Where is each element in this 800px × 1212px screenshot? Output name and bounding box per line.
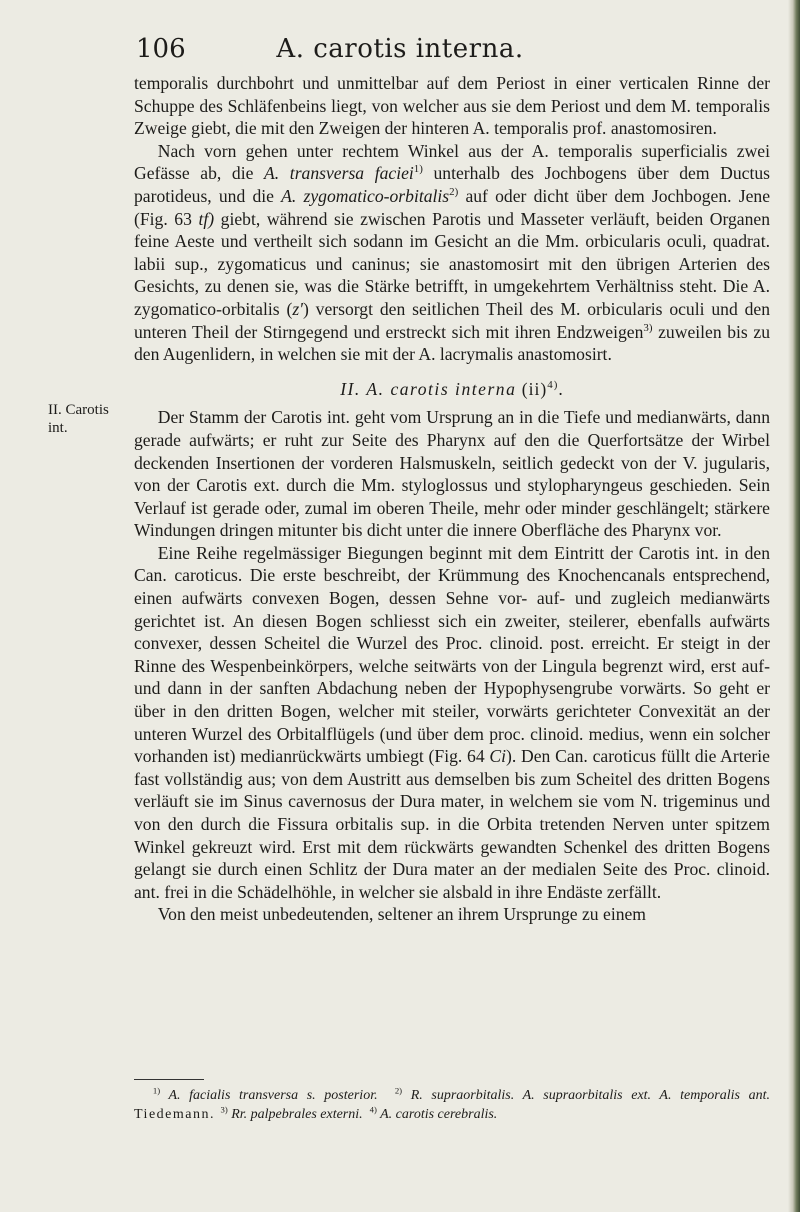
p4-italic-1: Ci <box>489 746 507 767</box>
section-heading-end: . <box>558 378 564 399</box>
footnote-rule <box>134 1079 204 1080</box>
footnote-3-mark: 3) <box>220 1104 228 1115</box>
p2-text-4: giebt, während sie zwischen Parotis und Masseter verläuft, beiden Organen feine Aeste und vertheilt sich sodann im Gesicht an die Mm. orbicularis oculi, quadrat. labii sup., zygomaticus und caninus; sie anastomosirt mit den übrigen Arterien des Gesichts, zu denen sie, was die Stärke betrifft, in umgekehrtem Verhältniss steht. Die A. zygomatico-orbitalis ( <box>134 208 770 319</box>
p2-footnote-ref-1: 1) <box>413 163 423 176</box>
margin-note-line1: II. Carotis <box>48 402 109 418</box>
p4-text-1: Eine Reihe regelmässiger Biegungen beginnt mit dem Eintritt der Carotis int. in den Can. caroticus. Die erste beschreibt, der Krümmung des Knochencanals entsprechend, einen aufwärts convexen Bogen, dessen Sehne vor- auf- und zugleich medianwärts gerichtet ist. An diesen Bogen schliesst sich ein zweiter, steilerer, ebenfalls aufwärts convexer, dessen Scheitel die Wurzel des Proc. clinoid. post. erreicht. Er steigt in der Rinne des Wespenbeinkörpers, welche seitwärts von der Lingula begrenzt wird, erst auf- und dann in der sanften Abdachung neben der Hypophysengrube vorwärts. So geht er über in den dritten Bogen, welcher mit steiler, vorwärts gerichteter Convexität an der unteren Wurzel des Orbitalflügels (und über dem proc. clinoid. medius, wenn ein solcher vorhanden ist) medianrückwärts umbiegt (Fig. 64 <box>134 542 770 767</box>
paragraph-5: Von den meist unbedeutenden, seltener an ihrem Ursprunge zu einem <box>157 904 646 925</box>
section-heading-tail: (ii) <box>516 378 548 399</box>
footnote-3-text: Rr. palpebrales externi. <box>227 1107 363 1122</box>
p2-italic-4: z' <box>292 298 303 319</box>
p4-text-2: ). Den Can. caroticus füllt die Arterie fast vollständig aus; von dem Austritt aus demselben bis zum Scheitel des dritten Bogens verläuft sie im Sinus cavernosus der Dura mater, in welchem sie vom N. trigeminus und von den durch die Fissura orbitalis sup. in die Orbita tretenden Nerven unter spitzem Winkel gekreuzt wird. Erst mit dem rückwärts gewandten Schenkel des dritten Bogens gelangt sie durch einen Schlitz der Dura mater an der medialen Seite des Proc. clinoid. ant. frei in die Schädelhöhle, in welcher sie alsbald in ihre Endäste zerfällt. <box>134 746 770 902</box>
p2-text-3: auf oder dicht über dem Jochbogen. Jene (Fig. 63 <box>134 185 771 229</box>
margin-note <box>48 401 128 437</box>
footnote-2-mark: 2) <box>394 1085 403 1096</box>
paragraph-2 <box>134 140 770 366</box>
p2-footnote-ref-3: 3) <box>643 321 653 334</box>
footnote-2-end: . <box>209 1107 214 1122</box>
paragraph-4 <box>134 542 770 904</box>
footnote-1-mark: 1) <box>152 1085 161 1096</box>
margin-note-line2: int. <box>48 420 68 436</box>
running-title: A. carotis interna. <box>276 34 524 64</box>
page-number: 106 <box>136 34 186 64</box>
paragraph-1: temporalis durchbohrt und unmittelbar auf dem Periost in einer verticalen Rinne der Schuppe des Schläfenbeins liegt, von welcher aus sie dem Periost und dem M. temporalis Zweige giebt, die mit den Zweigen der hinteren A. temporalis prof. anastomosiren. <box>134 73 770 139</box>
footnote-4-mark: 4) <box>369 1104 377 1115</box>
footnote-2-author: Tiedemann <box>134 1107 210 1122</box>
footnote-4-text: A. carotis cerebralis. <box>376 1107 498 1122</box>
section-heading-title: II. A. carotis interna <box>340 378 517 399</box>
p2-footnote-ref-2: 2) <box>449 186 459 199</box>
p2-italic-3: tf) <box>198 208 215 229</box>
page-edge <box>788 0 800 1212</box>
p2-text-6: zuweilen bis zu den Augenlidern, in welchen sie mit der A. lacrymalis anastomosirt. <box>134 321 770 365</box>
section-heading-footnote-ref: 4) <box>547 378 559 391</box>
footnotes <box>134 1086 770 1124</box>
p2-italic-1: A. transversa faciei <box>264 163 414 184</box>
footnote-2-text: R. supraorbitalis. A. supraorbitalis ext. A. temporalis ant. <box>402 1088 770 1103</box>
p2-text-1: Nach vorn gehen unter rechtem Winkel aus der A. temporalis superficialis zwei Gefässe ab, die <box>134 140 770 184</box>
p2-italic-2: A. zygomatico-orbitalis <box>281 185 450 206</box>
footnote-block <box>134 1086 770 1124</box>
footnote-1-text: A. facialis transversa s. posterior. <box>160 1088 378 1103</box>
paragraph-3: Der Stamm der Carotis int. geht vom Ursprung an in die Tiefe und medianwärts, dann gerade aufwärts; er ruht zur Seite des Pharynx auf den die Querfortsätze der Wirbel deckenden Insertionen der vorderen Halsmuskeln, seitlich gedeckt von der V. jugularis, von der Carotis ext. durch die Mm. styloglossus und stylopharyngeus geschieden. Sein Verlauf ist gerade oder, zumal im oberen Theile, mehr oder minder geschlängelt; stärkere Windungen dringen mitunter bis dicht unter die innere Oberfläche des Pharynx vor. <box>134 407 770 541</box>
p2-text-2: unterhalb des Jochbogens über dem Ductus parotideus, und die <box>134 163 770 206</box>
section-heading <box>134 378 770 401</box>
p2-text-5: ) versorgt den seitlichen Theil des M. orbicularis oculi und den unteren Theil der Stirngegend und erstreckt sich mit ihren Endzweigen <box>134 298 770 342</box>
body-text <box>134 72 770 926</box>
